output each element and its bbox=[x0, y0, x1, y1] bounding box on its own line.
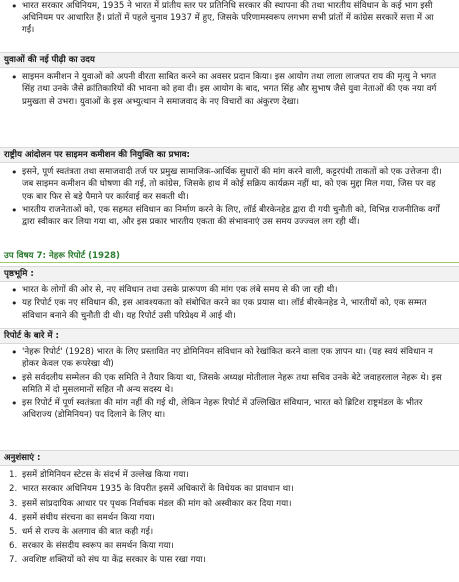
list-item: • इस रिपोर्ट में पूर्ण स्वतंत्रता की मांग नहीं की गई थी, लेकिन नेहरू रिपोर्ट में उल्लिखित संविधान, भारत को ब्रिटिश राष्ट्रमंडल के भीतर अधिराज्य (डोमिनियन) पद दिलाने के लिए था। bbox=[7, 397, 448, 421]
list-number: 5. bbox=[9, 527, 18, 538]
list-item: • इसे सर्वदलीय सम्मेलन की एक समिति ने तैयार किया था, जिसके अध्यक्ष मोतीलाल नेहरू तथा सचिव उनके बेटे जवाहरलाल नेहरू थे। इस समिति में दो मुसलमानों सहित नौ अन्य सदस्य थे। bbox=[7, 372, 448, 396]
list-item-text: धर्म से राज्य के अलगाव की बात कही गई। bbox=[22, 527, 154, 538]
about-section bbox=[0, 328, 459, 422]
list-item bbox=[7, 498, 448, 510]
list-number: 1. bbox=[9, 470, 18, 481]
list-item bbox=[7, 512, 448, 524]
list-item-text: इसमें सांप्रदायिक आधार पर पृथक निर्वाचक मंडल की मांग को अस्वीकार कर दिया गया। bbox=[22, 498, 292, 509]
list-item-text: अवशिष्ट शक्तियों को संघ या केंद्र सरकार के पास रखा गया। bbox=[22, 555, 206, 566]
list-item-text: इसमें डोमिनियन स्टेटस के संदर्भ में उल्लेख किया गया। bbox=[22, 470, 189, 481]
list-number: 4. bbox=[9, 512, 18, 523]
background-heading: पृष्ठभूमि : bbox=[0, 266, 459, 282]
list-item-text: इसमें संघीय संरचना का समर्थन किया गया। bbox=[22, 512, 155, 523]
list-item: • भारत के लोगों की ओर से, नए संविधान तथा उसके प्रारूपण की मांग एक लंबे समय से की जा रही थी। bbox=[7, 284, 448, 296]
list-number: 2. bbox=[9, 484, 18, 495]
list-item: • भारतीय राजनेताओं को, एक सहमत संविधान का निर्माण करने के लिए, लॉर्ड बीरकेनहेड द्वारा दी गयी चुनौती को, विभिन्न राजनीतिक वर्गों द्वारा स्वीकार कर लिया गया था, और इस प्रकार भारतीय एकता की संभावनाएं उस समय उज्ज्वल लग रही थीं। bbox=[7, 204, 448, 228]
list-item bbox=[7, 483, 448, 495]
list-number: 6. bbox=[9, 541, 18, 552]
youth-section bbox=[0, 52, 459, 109]
list-item: • यह रिपोर्ट एक नए संविधान की, इस आवश्यकता को संबोधित करने का एक प्रयास था। लॉर्ड बीरकेनहेड ने, भारतीयों को, एक सम्मत संविधान बनाने की चुनौती दी थी। यह रिपोर्ट उसी परिप्रेक्ष्य में आई थी। bbox=[7, 297, 448, 321]
intro-list bbox=[7, 0, 448, 37]
list-item bbox=[7, 554, 448, 566]
subtopic-section bbox=[0, 250, 459, 263]
reaction-list bbox=[7, 166, 448, 228]
list-number: 3. bbox=[9, 498, 18, 509]
subtopic-heading: उप विषय 7: नेहरू रिपोर्ट (1928) bbox=[0, 250, 459, 263]
list-item bbox=[7, 540, 448, 552]
about-heading: रिपोर्ट के बारे में : bbox=[0, 328, 459, 344]
intro-section bbox=[0, 0, 459, 38]
youth-list bbox=[7, 71, 448, 108]
list-item: • साइमन कमीशन ने युवाओं को अपनी वीरता साबित करने का अवसर प्रदान किया। इस आयोग तथा लाला लाजपत राय की मृत्यु ने भगत सिंह तथा उनके जैसे क्रांतिकारियों की भावना को हवा दी। इस आयोग के बाद, भगत सिंह और सुभाष जैसे युवा नेताओं की एक नया वर्ग प्रमुखता से उभरा। युवाओं के इस अभ्युत्थान ने समाजवाद के नए विचारों का अंकुरण देखा। bbox=[7, 71, 448, 108]
intro-bullet: • भारत सरकार अधिनियम, 1935 ने भारत में प्रांतीय स्तर पर प्रतिनिधि सरकार की स्थापना की तथा भारतीय संविधान के कई भाग इसी अधिनियम पर आधारित हैं। प्रांतों में पहले चुनाव 1937 में हुए, जिसके परिणामस्वरूप लगभग सभी प्रांतों में कांग्रेस सरकारें सत्ता में आ गईं। bbox=[7, 0, 448, 37]
about-list bbox=[7, 346, 448, 421]
list-item bbox=[7, 469, 448, 481]
reaction-heading: राष्ट्रीय आंदोलन पर साइमन कमीशन की नियुक्ति का प्रभाव: bbox=[0, 147, 459, 163]
list-item-text: सरकार के संसदीय स्वरूप का समर्थन किया गया। bbox=[22, 541, 174, 552]
recommendations-list bbox=[7, 469, 448, 566]
list-item-text: भारत सरकार अधिनियम 1935 के विपरीत इसमें अधिकारों के विधेयक का प्रावधान था। bbox=[22, 484, 294, 495]
recommendations-section bbox=[0, 450, 459, 569]
list-item: • इसने, पूर्ण स्वतंत्रता तथा समाजवादी तर्ज पर प्रमुख सामाजिक-आर्थिक सुधारों की मांग करने वाली, कट्टरपंथी ताकतों को एक उत्तेजना दी। जब साइमन कमीशन की घोषणा की गई, तो कांग्रेस, जिसके हाथ में कोई सक्रिय कार्यक्रम नहीं था, को एक मुद्दा मिल गया, जिस पर वह एक बार फिर से बड़े पैमाने पर कार्रवाई कर सकती थी। bbox=[7, 166, 448, 203]
recommendations-heading: अनुशंसाएं : bbox=[0, 450, 459, 466]
youth-heading: युवाओं की नई पीढ़ी का उदय bbox=[0, 52, 459, 68]
list-number: 7. bbox=[9, 555, 18, 566]
background-list bbox=[7, 284, 448, 322]
list-item bbox=[7, 526, 448, 538]
background-section bbox=[0, 266, 459, 323]
reaction-section bbox=[0, 147, 459, 229]
list-item: • 'नेहरू रिपोर्ट' (1928) भारत के लिए प्रस्तावित नए डोमिनियन संविधान को रेखांकित करने वाला एक ज्ञापन था। (यह स्वयं संविधान न होकर केवल एक रूपरेखा थी) bbox=[7, 346, 448, 370]
